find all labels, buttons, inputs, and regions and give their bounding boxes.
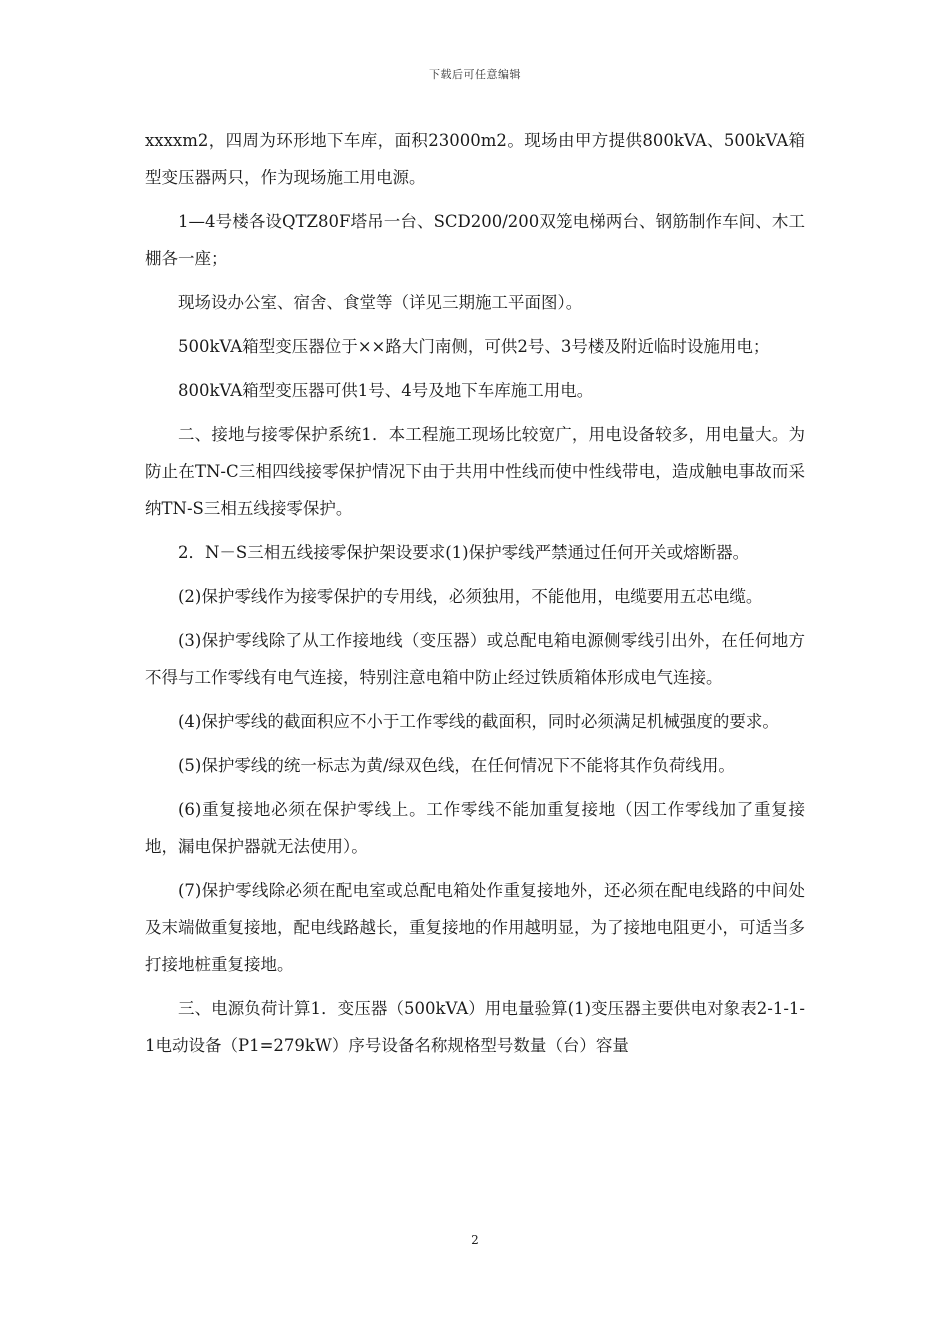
paragraph-item-4: (4)保护零线的截面积应不小于工作零线的截面积，同时必须满足机械强度的要求。 [178, 712, 779, 731]
paragraph-offices: 现场设办公室、宿舍、食堂等（详见三期施工平面图）。 [178, 293, 583, 312]
paragraph-item-5: (5)保护零线的统一标志为黄/绿双色线，在任何情况下不能将其作负荷线用。 [178, 756, 735, 775]
paragraph-item-6: (6)重复接地必须在保护零线上。工作零线不能加重复接地（因工作零线加了重复接地，漏电保护器就无法使用）。 [145, 800, 805, 856]
paragraph-item-7: (7)保护零线除必须在配电室或总配电箱处作重复接地外，还必须在配电线路的中间处及末端做重复接地，配电线路越长，重复接地的作用越明显，为了接地电阻更小，可适当多打接地桩重复接地。 [145, 881, 805, 974]
paragraph-500kva: 500kVA箱型变压器位于××路大门南侧，可供2号、3号楼及附近临时设施用电； [178, 337, 770, 356]
paragraph-section-3: 三、电源负荷计算1．变压器（500kVA）用电量验算(1)变压器主要供电对象表2-1-1-1电动设备（P1=279kW）序号设备名称规格型号数量（台）容量 [145, 999, 805, 1055]
paragraph-tn-s-requirements: 2．N－S三相五线接零保护架设要求(1)保护零线严禁通过任何开关或熔断器。 [178, 543, 750, 562]
paragraph-site-overview: xxxxm2，四周为环形地下车库，面积23000m2。现场由甲方提供800kVA、500kVA箱型变压器两只，作为现场施工用电源。 [145, 131, 805, 187]
paragraph-item-2: (2)保护零线作为接零保护的专用线，必须独用，不能他用，电缆要用五芯电缆。 [178, 587, 763, 606]
paragraph-equipment: 1—4号楼各设QTZ80F塔吊一台、SCD200/200双笼电梯两台、钢筋制作车间、木工棚各一座； [145, 212, 805, 268]
paragraph-section-2: 二、接地与接零保护系统1．本工程施工现场比较宽广，用电设备较多，用电量大。为防止在TN-C三相四线接零保护情况下由于共用中性线而使中性线带电，造成触电事故而采纳TN-S三相五线接零保护。 [145, 425, 805, 518]
paragraph-item-3: (3)保护零线除了从工作接地线（变压器）或总配电箱电源侧零线引出外，在任何地方不得与工作零线有电气连接，特别注意电箱中防止经过铁质箱体形成电气连接。 [145, 631, 805, 687]
paragraph-800kva: 800kVA箱型变压器可供1号、4号及地下车库施工用电。 [178, 381, 594, 400]
document-body [145, 122, 805, 1071]
page-number: 2 [471, 1233, 479, 1247]
page-header-note: 下载后可任意编辑 [429, 68, 521, 81]
